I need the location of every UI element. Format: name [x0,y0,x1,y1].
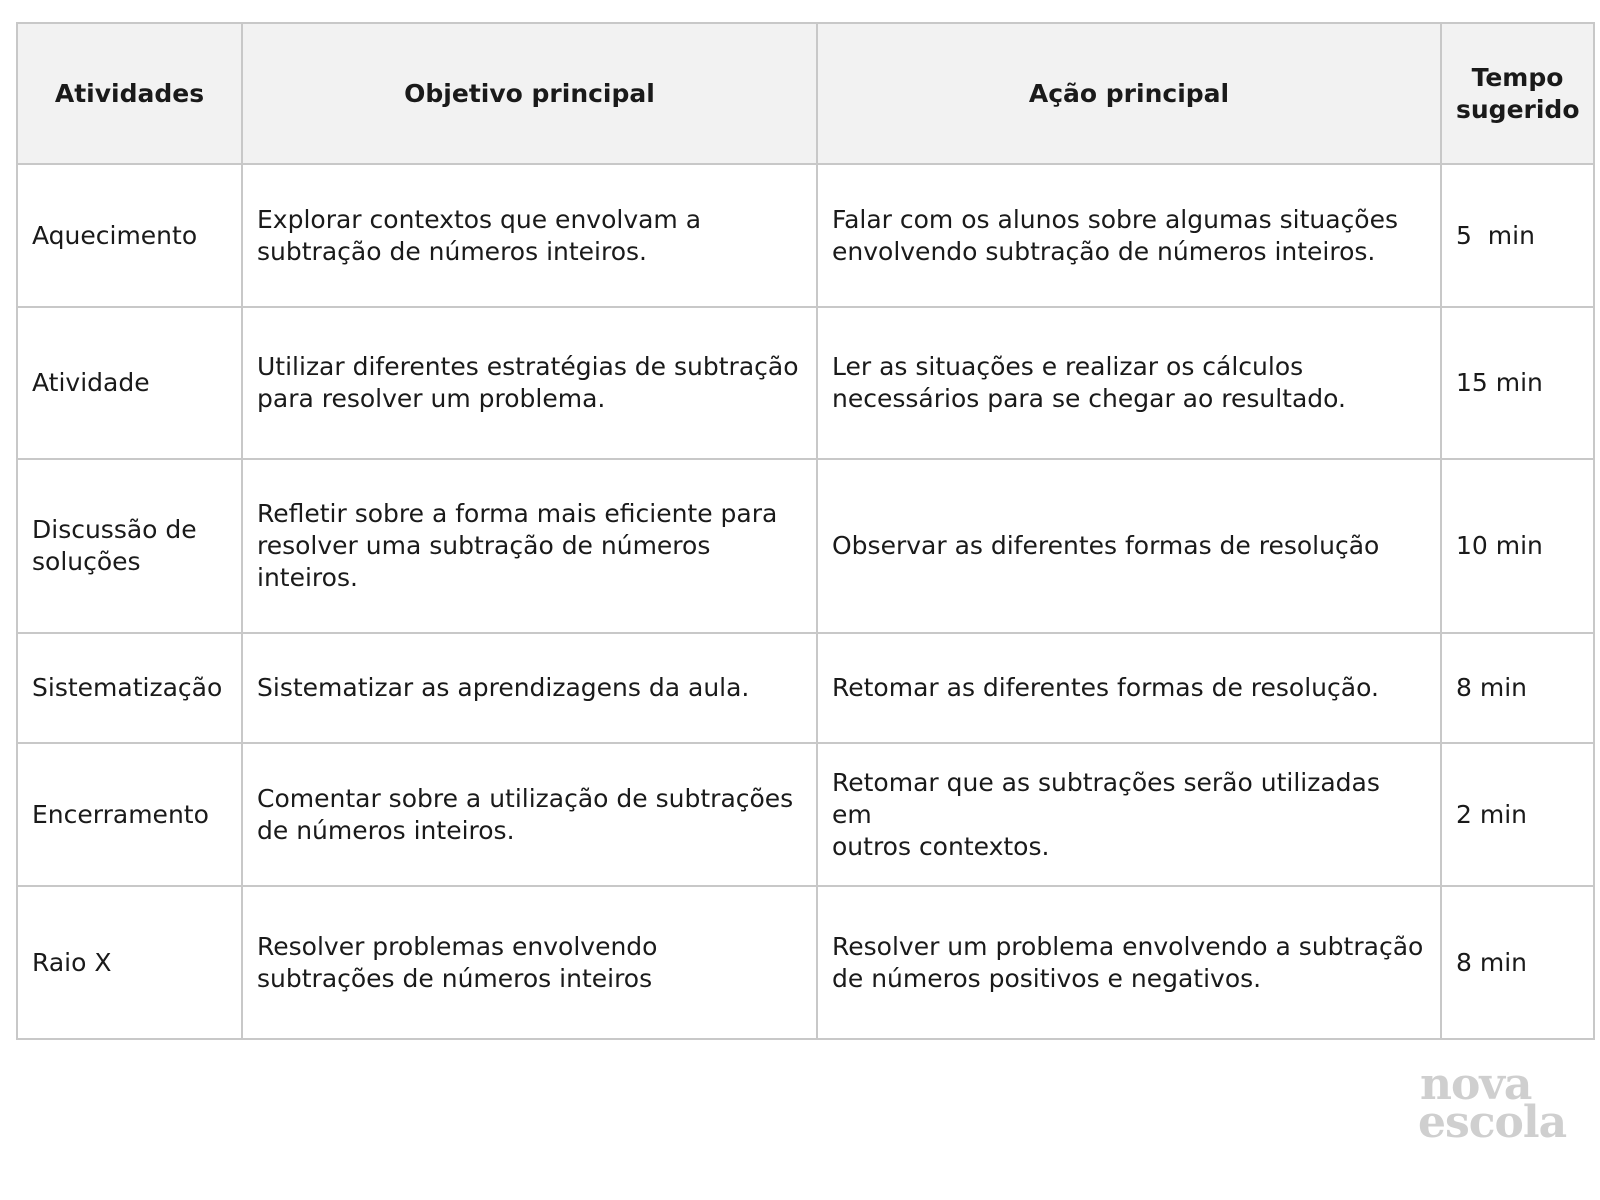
cell-objetivo: Refletir sobre a forma mais eficiente para resolver uma subtração de números inteiros. [242,459,817,633]
table-row [17,886,1594,1039]
cell-objetivo: Explorar contextos que envolvam a subtração de números inteiros. [242,164,817,307]
table-header [17,23,1594,164]
cell-tempo: 15 min [1441,307,1594,459]
nova-escola-logo [1418,1059,1578,1148]
table-row [17,307,1594,459]
cell-atividade: Aquecimento [17,164,242,307]
cell-tempo: 8 min [1441,886,1594,1039]
cell-acao: Retomar que as subtrações serão utilizadas em outros contextos. [817,743,1441,886]
table-row [17,633,1594,743]
header-objetivo-principal: Objetivo principal [242,23,817,164]
cell-acao: Resolver um problema envolvendo a subtração de números positivos e negativos. [817,886,1441,1039]
header-tempo-sugerido: Tempo sugerido [1441,23,1594,164]
logo-line-escola: escola [1418,1097,1567,1148]
cell-atividade: Encerramento [17,743,242,886]
cell-atividade: Discussão de soluções [17,459,242,633]
cell-objetivo: Resolver problemas envolvendo subtrações de números inteiros [242,886,817,1039]
cell-acao: Observar as diferentes formas de resolução [817,459,1441,633]
header-atividades: Atividades [17,23,242,164]
table-row [17,164,1594,307]
cell-tempo: 2 min [1441,743,1594,886]
cell-tempo: 10 min [1441,459,1594,633]
cell-acao: Retomar as diferentes formas de resolução. [817,633,1441,743]
cell-objetivo: Utilizar diferentes estratégias de subtração para resolver um problema. [242,307,817,459]
header-row [17,23,1594,164]
cell-acao: Falar com os alunos sobre algumas situações envolvendo subtração de números inteiros. [817,164,1441,307]
cell-atividade: Raio X [17,886,242,1039]
cell-objetivo: Sistematizar as aprendizagens da aula. [242,633,817,743]
cell-acao: Ler as situações e realizar os cálculos necessários para se chegar ao resultado. [817,307,1441,459]
cell-tempo: 5 min [1441,164,1594,307]
table-row [17,459,1594,633]
cell-atividade: Sistematização [17,633,242,743]
cell-tempo: 8 min [1441,633,1594,743]
lesson-plan-table [16,22,1595,1040]
logo-line-nova: nova [1420,1059,1532,1110]
header-acao-principal: Ação principal [817,23,1441,164]
cell-objetivo: Comentar sobre a utilização de subtrações de números inteiros. [242,743,817,886]
cell-atividade: Atividade [17,307,242,459]
table-row [17,743,1594,886]
table-body [17,164,1594,1039]
